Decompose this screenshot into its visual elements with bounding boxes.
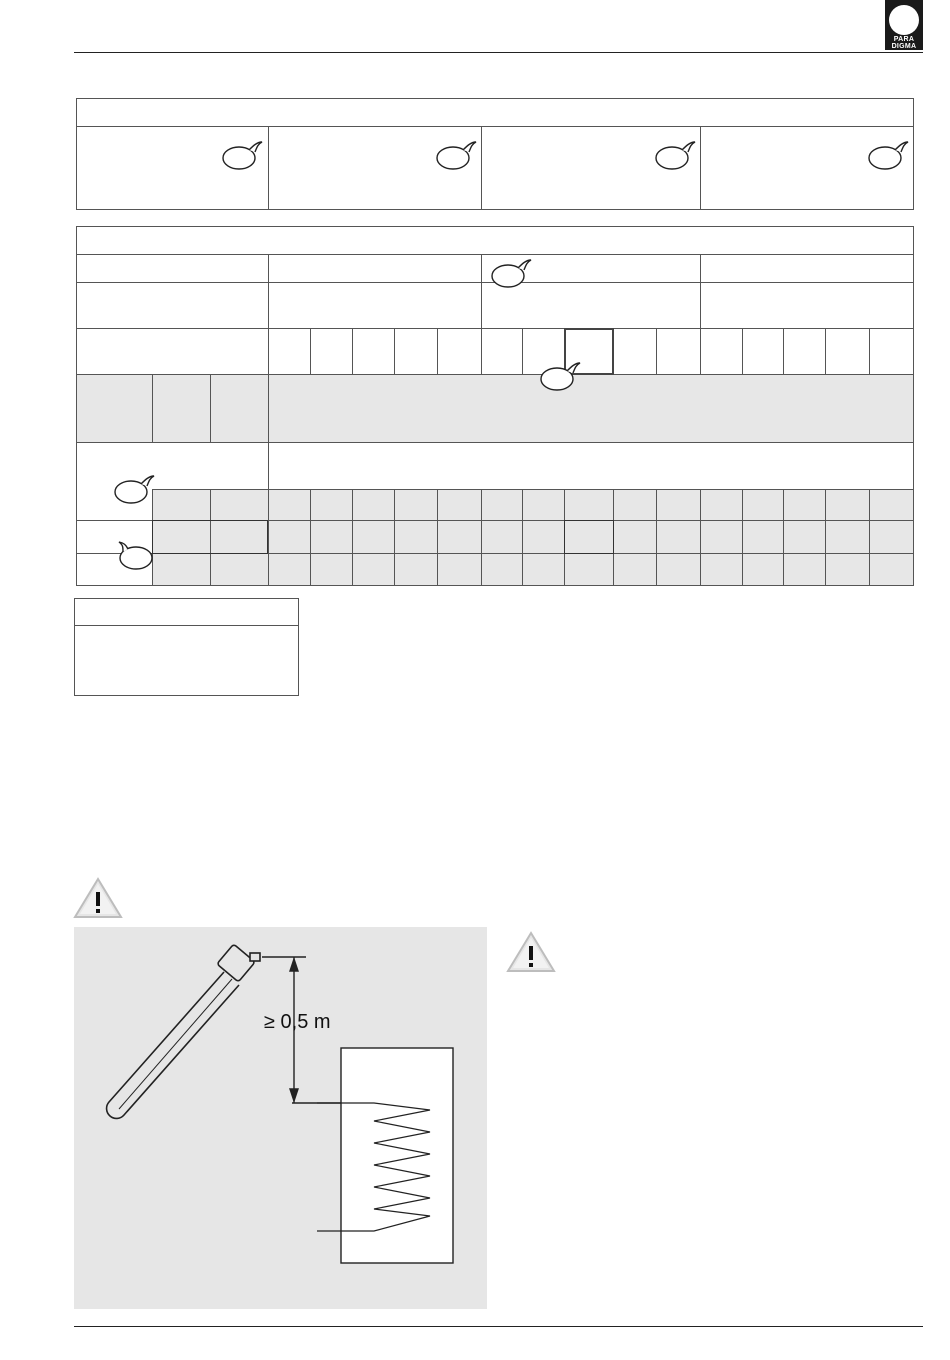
speech-bubble-icon (867, 138, 913, 172)
sub-col-divider (310, 328, 311, 375)
sub-col-divider (210, 374, 211, 442)
sub-col-divider (152, 374, 153, 442)
sensor-tank-diagram (74, 927, 487, 1309)
highlight-cell (152, 520, 268, 554)
sub-col-divider (522, 328, 523, 375)
logo-circle (889, 5, 919, 35)
sub-col-divider (656, 328, 657, 375)
sub-col-divider (869, 328, 870, 375)
sub-col-divider (825, 328, 826, 375)
col-divider (481, 254, 482, 375)
speech-bubble-icon (490, 256, 536, 290)
table-one-col-divider (481, 126, 482, 210)
sub-col-divider (656, 489, 657, 586)
warning-triangle-icon (505, 930, 557, 974)
speech-bubble-icon (654, 138, 700, 172)
table-three-header-divider (74, 625, 299, 626)
speech-bubble-icon (539, 359, 585, 393)
col-divider (481, 489, 482, 586)
sub-col-divider (742, 489, 743, 586)
speech-bubble-icon (113, 472, 159, 506)
table-one-header-divider (76, 126, 914, 127)
sub-col-divider (869, 489, 870, 586)
logo-text-line2: DIGMA (891, 43, 917, 50)
col-divider (700, 254, 701, 375)
table-one-col-divider (700, 126, 701, 210)
table-one-col-divider (268, 126, 269, 210)
sub-col-divider (310, 489, 311, 586)
speech-bubble-icon (118, 540, 158, 570)
logo-text-line1: PARA (893, 36, 915, 43)
sub-col-divider (352, 489, 353, 586)
table-one-frame (76, 98, 914, 210)
sub-col-divider (352, 328, 353, 375)
sub-col-divider (437, 328, 438, 375)
speech-bubble-icon (221, 138, 267, 172)
table-three-frame (74, 598, 299, 696)
warning-triangle-icon (72, 876, 124, 920)
row-divider (76, 254, 914, 255)
sub-col-divider (742, 328, 743, 375)
installation-illustration (74, 927, 487, 1309)
sub-col-divider (783, 328, 784, 375)
distance-label: ≥ 0,5 m (264, 1011, 331, 1033)
paradigma-logo (885, 0, 923, 50)
speech-bubble-icon (435, 138, 481, 172)
footer-rule (74, 1326, 923, 1327)
sub-col-divider (394, 489, 395, 586)
sub-col-divider (783, 489, 784, 586)
highlight-cell (564, 520, 614, 554)
col-divider (700, 489, 701, 586)
sub-col-divider (394, 328, 395, 375)
sub-col-divider (522, 489, 523, 586)
shaded-row (77, 375, 913, 442)
row-divider (76, 442, 914, 443)
sub-col-divider (437, 489, 438, 586)
sub-col-divider (825, 489, 826, 586)
header-rule (74, 52, 923, 53)
col-divider (268, 254, 269, 586)
row-divider (76, 328, 914, 329)
row-divider (76, 374, 914, 375)
